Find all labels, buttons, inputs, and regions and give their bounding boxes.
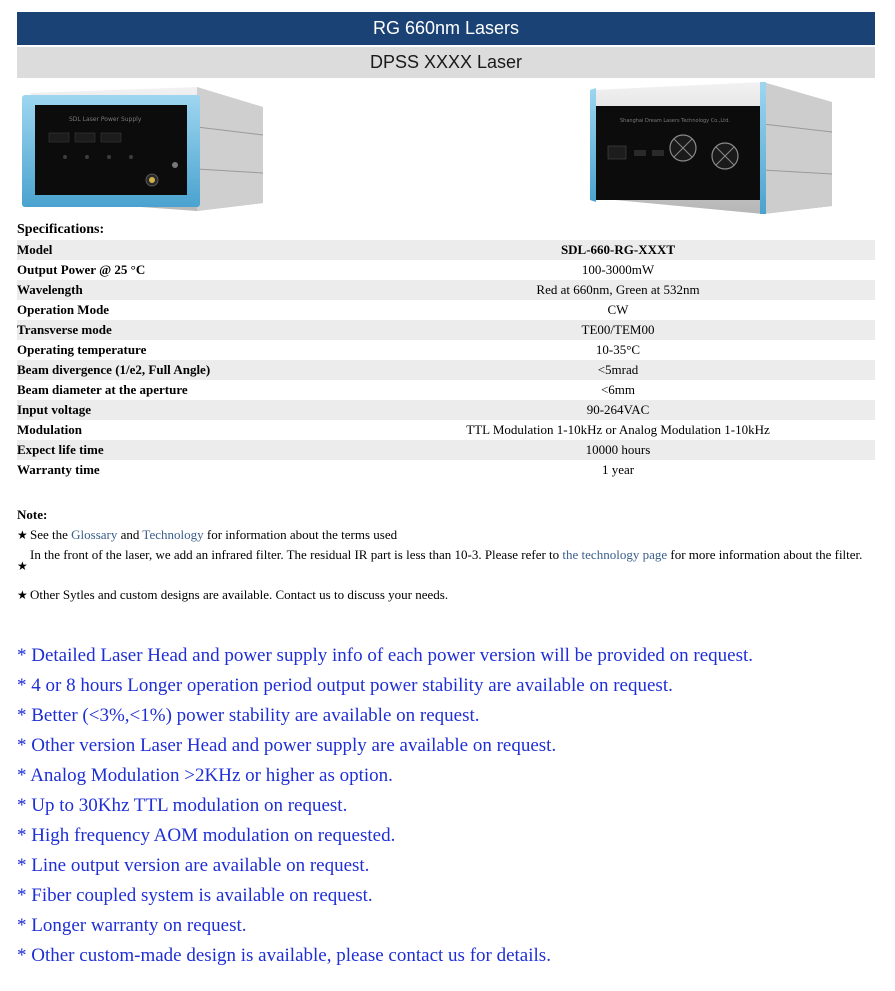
offer-item: * Longer warranty on request. — [17, 915, 247, 936]
spec-label: Wavelength — [17, 280, 361, 300]
offer-item: * Fiber coupled system is available on request. — [17, 885, 373, 906]
spec-label: Expect life time — [17, 440, 361, 460]
glossary-link[interactable]: Glossary — [71, 527, 118, 542]
spec-row — [17, 260, 875, 280]
offer-item: * High frequency AOM modulation on requested. — [17, 825, 396, 846]
spec-label: Input voltage — [17, 400, 361, 420]
spec-label: Beam divergence (1/e2, Full Angle) — [17, 360, 361, 380]
spec-row — [17, 400, 875, 420]
technology-link[interactable]: Technology — [142, 527, 204, 542]
offer-item: * 4 or 8 hours Longer operation period output power stability are available on request. — [17, 675, 673, 696]
spec-label: Operating temperature — [17, 342, 147, 357]
star-icon: ★ — [17, 528, 28, 542]
spec-value: 90-264VAC — [361, 400, 875, 420]
note-heading: Note: — [17, 507, 48, 522]
spec-label: Operation Mode — [17, 302, 110, 317]
offer-item: * Detailed Laser Head and power supply info of each power version will be provided on request. — [17, 645, 754, 666]
page-title-banner: RG 660nm Lasers — [17, 12, 875, 45]
spec-value: Red at 660nm, Green at 532nm — [361, 280, 875, 300]
spec-label: Beam diameter at the aperture — [17, 382, 188, 397]
offer-item: * Better (<3%,<1%) power stability are available on request. — [17, 705, 480, 726]
offer-item: * Line output version are available on request. — [17, 855, 370, 876]
star-icon: ★ — [17, 588, 28, 602]
spec-row — [17, 300, 875, 320]
spec-row — [17, 460, 875, 480]
specifications-table — [17, 240, 875, 480]
spec-row — [17, 440, 875, 460]
star-icon: ★ — [17, 559, 28, 573]
offer-item: * Up to 30Khz TTL modulation on request. — [17, 795, 348, 816]
spec-label: Model — [17, 240, 361, 260]
spec-value: <6mm — [600, 382, 636, 397]
spec-row — [17, 240, 875, 260]
note-item-glossary: ★ See the Glossary and Technology for information about the terms used — [17, 525, 867, 545]
spec-row — [17, 360, 875, 380]
spec-row — [17, 380, 875, 400]
technology-page-link[interactable]: the technology page — [562, 547, 668, 562]
spec-value: 10-35°C — [595, 342, 641, 357]
offer-item: * Analog Modulation >2KHz or higher as option. — [17, 765, 393, 786]
spec-value: TTL Modulation 1-10kHz or Analog Modulation 1-10kHz — [466, 422, 770, 437]
spec-label: Warranty time — [17, 462, 100, 477]
laser-power-supply-front-image — [17, 83, 267, 216]
spec-row — [17, 340, 875, 360]
front-panel-text: SDL Laser Power Supply — [69, 116, 142, 123]
note-item-infrared-filter: ★ In the front of the laser, we add an infrared filter. The residual IR part is less than 10-3. Please refer to the technology page for more information about the filter. — [17, 545, 867, 576]
spec-row — [17, 420, 875, 440]
spec-row — [17, 280, 875, 300]
spec-value: 1 year — [601, 462, 635, 477]
spec-value: CW — [607, 302, 629, 317]
product-subtitle-banner: DPSS XXXX Laser — [17, 47, 875, 78]
spec-label: Output Power @ 25 °C — [17, 262, 146, 277]
offer-item: * Other version Laser Head and power supply are available on request. — [17, 735, 557, 756]
spec-value: TE00/TEM00 — [361, 320, 875, 340]
rear-panel-text: Shanghai Dream Lasers Technology Co.,Ltd. — [620, 118, 730, 124]
spec-label: Transverse mode — [17, 320, 361, 340]
note-item-custom-designs: ★ Other Sytles and custom designs are available. Contact us to discuss your needs. — [17, 585, 867, 605]
spec-value: <5mrad — [361, 360, 875, 380]
spec-value: SDL-660-RG-XXXT — [361, 240, 875, 260]
spec-value: 100-3000mW — [581, 262, 655, 277]
spec-row — [17, 320, 875, 340]
specifications-heading: Specifications: — [17, 222, 105, 237]
laser-power-supply-rear-image — [588, 78, 838, 218]
spec-value: 10000 hours — [361, 440, 875, 460]
spec-label: Modulation — [17, 422, 83, 437]
offer-item: * Other custom-made design is available, please contact us for details. — [17, 945, 551, 966]
